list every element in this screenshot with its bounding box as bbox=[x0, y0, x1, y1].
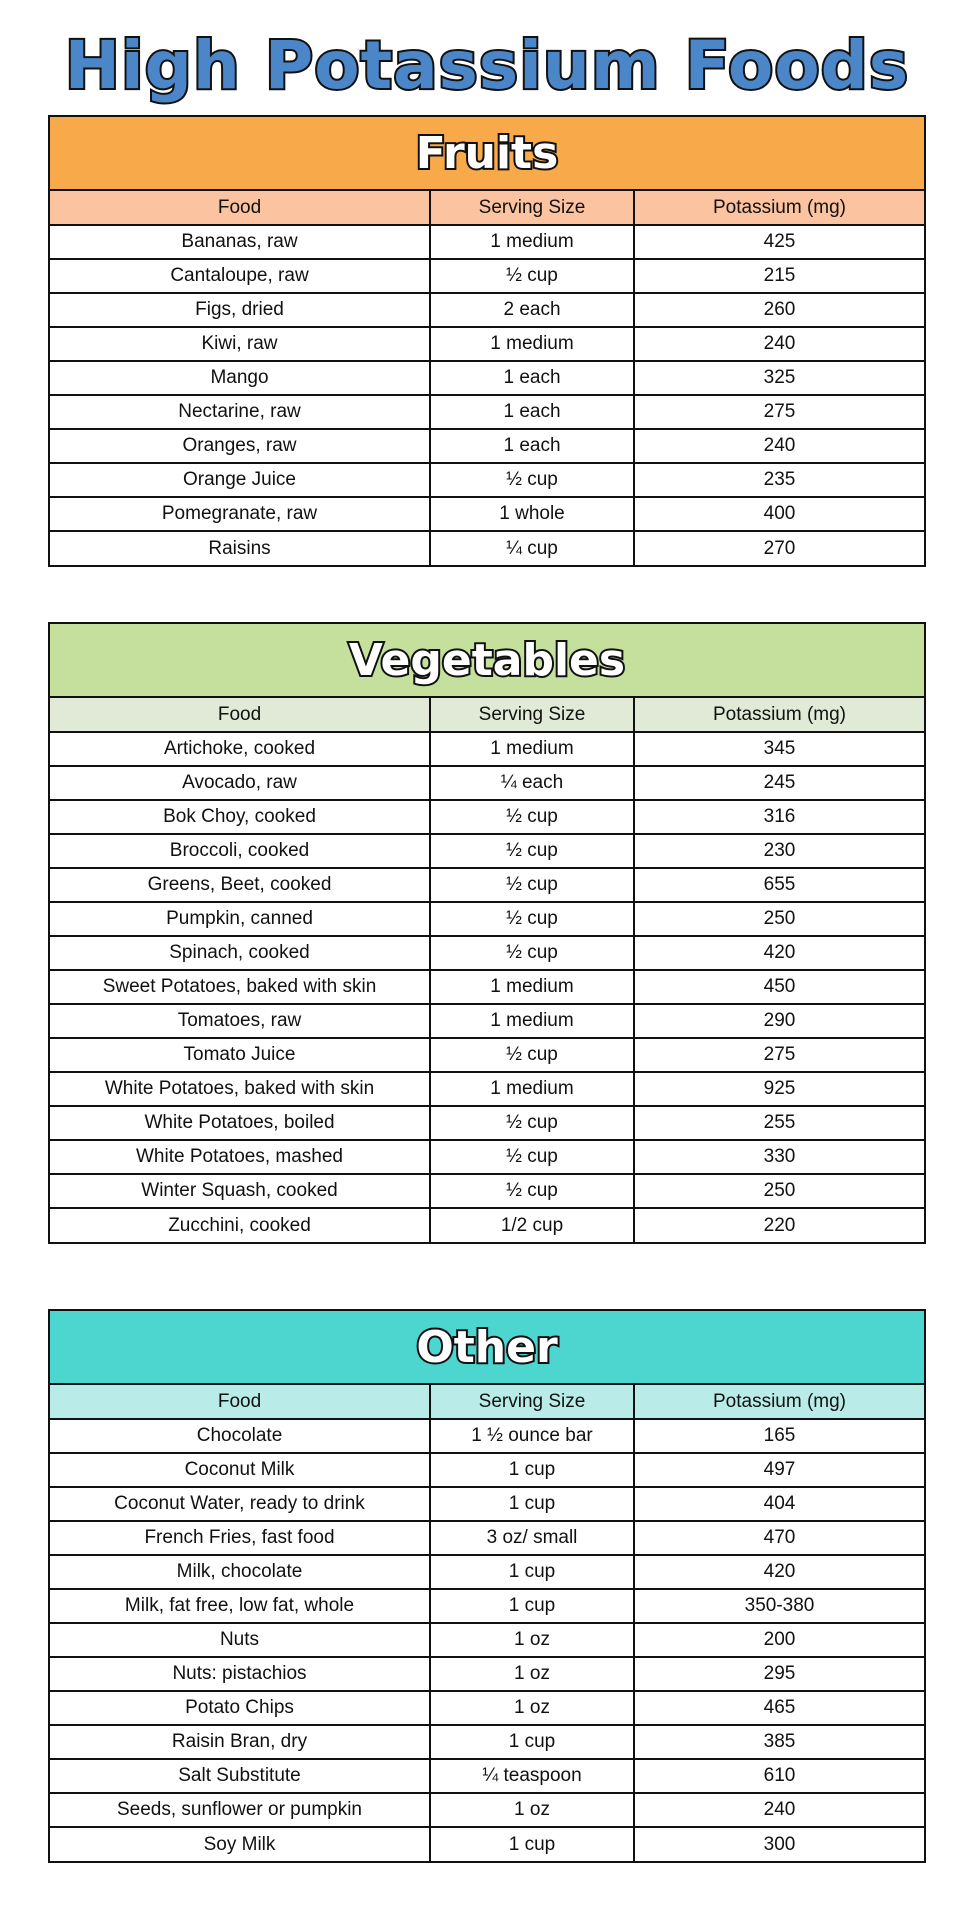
serving-size-cell: ¼ teaspoon bbox=[430, 1759, 634, 1793]
table-row bbox=[50, 293, 924, 327]
column-header-food: Food bbox=[50, 191, 430, 225]
serving-size-cell: 1 medium bbox=[430, 732, 634, 766]
serving-size-cell: 1 medium bbox=[430, 1004, 634, 1038]
table-row bbox=[50, 1453, 924, 1487]
potassium-cell: 325 bbox=[634, 361, 924, 395]
potassium-cell: 345 bbox=[634, 732, 924, 766]
table-row bbox=[50, 429, 924, 463]
potassium-cell: 255 bbox=[634, 1106, 924, 1140]
potassium-cell: 420 bbox=[634, 936, 924, 970]
serving-size-cell: ½ cup bbox=[430, 1140, 634, 1174]
table-row bbox=[50, 225, 924, 259]
serving-size-cell: ¼ each bbox=[430, 766, 634, 800]
serving-size-cell: 1 ½ ounce bar bbox=[430, 1419, 634, 1453]
table-row bbox=[50, 1174, 924, 1208]
potassium-cell: 610 bbox=[634, 1759, 924, 1793]
food-cell: Tomato Juice bbox=[50, 1038, 430, 1072]
table-row bbox=[50, 1419, 924, 1453]
table-row bbox=[50, 361, 924, 395]
serving-size-cell: 2 each bbox=[430, 293, 634, 327]
serving-size-cell: 1/2 cup bbox=[430, 1208, 634, 1242]
food-cell: Potato Chips bbox=[50, 1691, 430, 1725]
potassium-cell: 165 bbox=[634, 1419, 924, 1453]
potassium-cell: 245 bbox=[634, 766, 924, 800]
vegetables-section bbox=[48, 622, 926, 1244]
food-cell: White Potatoes, mashed bbox=[50, 1140, 430, 1174]
potassium-cell: 200 bbox=[634, 1623, 924, 1657]
food-cell: Broccoli, cooked bbox=[50, 834, 430, 868]
serving-size-cell: 1 oz bbox=[430, 1793, 634, 1827]
potassium-cell: 465 bbox=[634, 1691, 924, 1725]
potassium-cell: 220 bbox=[634, 1208, 924, 1242]
serving-size-cell: ¼ cup bbox=[430, 531, 634, 565]
serving-size-cell: ½ cup bbox=[430, 463, 634, 497]
serving-size-cell: ½ cup bbox=[430, 868, 634, 902]
potassium-cell: 400 bbox=[634, 497, 924, 531]
table-row bbox=[50, 1793, 924, 1827]
food-cell: Artichoke, cooked bbox=[50, 732, 430, 766]
vegetables-table bbox=[50, 698, 924, 1242]
food-cell: Coconut Milk bbox=[50, 1453, 430, 1487]
other-header bbox=[50, 1311, 924, 1385]
potassium-cell: 250 bbox=[634, 902, 924, 936]
table-row bbox=[50, 1725, 924, 1759]
serving-size-cell: 1 medium bbox=[430, 1072, 634, 1106]
potassium-cell: 450 bbox=[634, 970, 924, 1004]
potassium-cell: 420 bbox=[634, 1555, 924, 1589]
table-row bbox=[50, 327, 924, 361]
other-section bbox=[48, 1309, 926, 1863]
food-cell: Orange Juice bbox=[50, 463, 430, 497]
serving-size-cell: ½ cup bbox=[430, 834, 634, 868]
potassium-cell: 275 bbox=[634, 395, 924, 429]
food-cell: Zucchini, cooked bbox=[50, 1208, 430, 1242]
potassium-cell: 240 bbox=[634, 327, 924, 361]
serving-size-cell: ½ cup bbox=[430, 936, 634, 970]
other-table bbox=[50, 1385, 924, 1861]
potassium-cell: 215 bbox=[634, 259, 924, 293]
food-cell: Mango bbox=[50, 361, 430, 395]
food-cell: White Potatoes, baked with skin bbox=[50, 1072, 430, 1106]
potassium-cell: 497 bbox=[634, 1453, 924, 1487]
potassium-cell: 275 bbox=[634, 1038, 924, 1072]
potassium-cell: 925 bbox=[634, 1072, 924, 1106]
potassium-cell: 316 bbox=[634, 800, 924, 834]
food-cell: Chocolate bbox=[50, 1419, 430, 1453]
food-cell: Nuts: pistachios bbox=[50, 1657, 430, 1691]
table-row bbox=[50, 936, 924, 970]
table-row bbox=[50, 1555, 924, 1589]
column-header-food: Food bbox=[50, 698, 430, 732]
potassium-cell: 300 bbox=[634, 1827, 924, 1861]
table-row bbox=[50, 1623, 924, 1657]
serving-size-cell: 1 cup bbox=[430, 1827, 634, 1861]
potassium-cell: 350-380 bbox=[634, 1589, 924, 1623]
table-row bbox=[50, 800, 924, 834]
potassium-cell: 404 bbox=[634, 1487, 924, 1521]
table-row bbox=[50, 1004, 924, 1038]
fruits-column-header-row bbox=[50, 191, 924, 225]
serving-size-cell: 1 cup bbox=[430, 1725, 634, 1759]
food-cell: Milk, chocolate bbox=[50, 1555, 430, 1589]
potassium-cell: 290 bbox=[634, 1004, 924, 1038]
column-header-potassium: Potassium (mg) bbox=[634, 698, 924, 732]
serving-size-cell: 1 oz bbox=[430, 1623, 634, 1657]
table-row bbox=[50, 970, 924, 1004]
fruits-section bbox=[48, 115, 926, 567]
table-row bbox=[50, 1521, 924, 1555]
potassium-cell: 425 bbox=[634, 225, 924, 259]
food-cell: Bananas, raw bbox=[50, 225, 430, 259]
food-cell: Coconut Water, ready to drink bbox=[50, 1487, 430, 1521]
serving-size-cell: ½ cup bbox=[430, 902, 634, 936]
column-header-serving-size: Serving Size bbox=[430, 191, 634, 225]
serving-size-cell: 1 whole bbox=[430, 497, 634, 531]
table-row bbox=[50, 1589, 924, 1623]
food-cell: Nuts bbox=[50, 1623, 430, 1657]
potassium-cell: 295 bbox=[634, 1657, 924, 1691]
table-row bbox=[50, 395, 924, 429]
serving-size-cell: 1 medium bbox=[430, 327, 634, 361]
food-cell: Milk, fat free, low fat, whole bbox=[50, 1589, 430, 1623]
serving-size-cell: ½ cup bbox=[430, 1106, 634, 1140]
potassium-cell: 260 bbox=[634, 293, 924, 327]
potassium-cell: 470 bbox=[634, 1521, 924, 1555]
other-column-header-row bbox=[50, 1385, 924, 1419]
serving-size-cell: 1 each bbox=[430, 429, 634, 463]
table-row bbox=[50, 1106, 924, 1140]
potassium-cell: 385 bbox=[634, 1725, 924, 1759]
serving-size-cell: 1 cup bbox=[430, 1453, 634, 1487]
serving-size-cell: 1 cup bbox=[430, 1589, 634, 1623]
table-row bbox=[50, 732, 924, 766]
food-cell: White Potatoes, boiled bbox=[50, 1106, 430, 1140]
column-header-food: Food bbox=[50, 1385, 430, 1419]
column-header-potassium: Potassium (mg) bbox=[634, 191, 924, 225]
table-row bbox=[50, 1759, 924, 1793]
serving-size-cell: ½ cup bbox=[430, 1174, 634, 1208]
food-cell: Bok Choy, cooked bbox=[50, 800, 430, 834]
food-cell: Kiwi, raw bbox=[50, 327, 430, 361]
food-cell: French Fries, fast food bbox=[50, 1521, 430, 1555]
serving-size-cell: 1 each bbox=[430, 361, 634, 395]
serving-size-cell: 1 medium bbox=[430, 225, 634, 259]
food-cell: Sweet Potatoes, baked with skin bbox=[50, 970, 430, 1004]
food-cell: Tomatoes, raw bbox=[50, 1004, 430, 1038]
serving-size-cell: 1 cup bbox=[430, 1555, 634, 1589]
food-cell: Oranges, raw bbox=[50, 429, 430, 463]
table-row bbox=[50, 1487, 924, 1521]
food-cell: Cantaloupe, raw bbox=[50, 259, 430, 293]
table-row bbox=[50, 1691, 924, 1725]
potassium-cell: 240 bbox=[634, 1793, 924, 1827]
fruits-header bbox=[50, 117, 924, 191]
table-row bbox=[50, 1140, 924, 1174]
potassium-cell: 250 bbox=[634, 1174, 924, 1208]
table-row bbox=[50, 1038, 924, 1072]
food-cell: Raisin Bran, dry bbox=[50, 1725, 430, 1759]
serving-size-cell: 1 cup bbox=[430, 1487, 634, 1521]
food-cell: Pumpkin, canned bbox=[50, 902, 430, 936]
column-header-serving-size: Serving Size bbox=[430, 698, 634, 732]
potassium-cell: 240 bbox=[634, 429, 924, 463]
table-row bbox=[50, 902, 924, 936]
serving-size-cell: 1 medium bbox=[430, 970, 634, 1004]
serving-size-cell: ½ cup bbox=[430, 800, 634, 834]
table-row bbox=[50, 834, 924, 868]
food-cell: Nectarine, raw bbox=[50, 395, 430, 429]
column-header-serving-size: Serving Size bbox=[430, 1385, 634, 1419]
table-row bbox=[50, 1657, 924, 1691]
serving-size-cell: ½ cup bbox=[430, 1038, 634, 1072]
vegetables-title: Vegetables bbox=[348, 634, 626, 686]
vegetables-header bbox=[50, 624, 924, 698]
table-row bbox=[50, 1208, 924, 1242]
potassium-cell: 330 bbox=[634, 1140, 924, 1174]
table-row bbox=[50, 1827, 924, 1861]
vegetables-column-header-row bbox=[50, 698, 924, 732]
table-row bbox=[50, 497, 924, 531]
column-header-potassium: Potassium (mg) bbox=[634, 1385, 924, 1419]
food-cell: Soy Milk bbox=[50, 1827, 430, 1861]
table-row bbox=[50, 868, 924, 902]
food-cell: Pomegranate, raw bbox=[50, 497, 430, 531]
potassium-cell: 235 bbox=[634, 463, 924, 497]
food-cell: Salt Substitute bbox=[50, 1759, 430, 1793]
table-row bbox=[50, 463, 924, 497]
table-row bbox=[50, 259, 924, 293]
fruits-title: Fruits bbox=[415, 127, 559, 179]
food-cell: Seeds, sunflower or pumpkin bbox=[50, 1793, 430, 1827]
serving-size-cell: 3 oz/ small bbox=[430, 1521, 634, 1555]
other-title: Other bbox=[416, 1321, 558, 1373]
serving-size-cell: 1 oz bbox=[430, 1691, 634, 1725]
food-cell: Spinach, cooked bbox=[50, 936, 430, 970]
food-cell: Figs, dried bbox=[50, 293, 430, 327]
fruits-table bbox=[50, 191, 924, 565]
serving-size-cell: 1 each bbox=[430, 395, 634, 429]
serving-size-cell: ½ cup bbox=[430, 259, 634, 293]
potassium-cell: 270 bbox=[634, 531, 924, 565]
table-row bbox=[50, 531, 924, 565]
serving-size-cell: 1 oz bbox=[430, 1657, 634, 1691]
potassium-cell: 230 bbox=[634, 834, 924, 868]
food-cell: Greens, Beet, cooked bbox=[50, 868, 430, 902]
table-row bbox=[50, 766, 924, 800]
potassium-cell: 655 bbox=[634, 868, 924, 902]
table-row bbox=[50, 1072, 924, 1106]
food-cell: Winter Squash, cooked bbox=[50, 1174, 430, 1208]
food-cell: Raisins bbox=[50, 531, 430, 565]
page-title: High Potassium Foods bbox=[64, 27, 910, 104]
food-cell: Avocado, raw bbox=[50, 766, 430, 800]
